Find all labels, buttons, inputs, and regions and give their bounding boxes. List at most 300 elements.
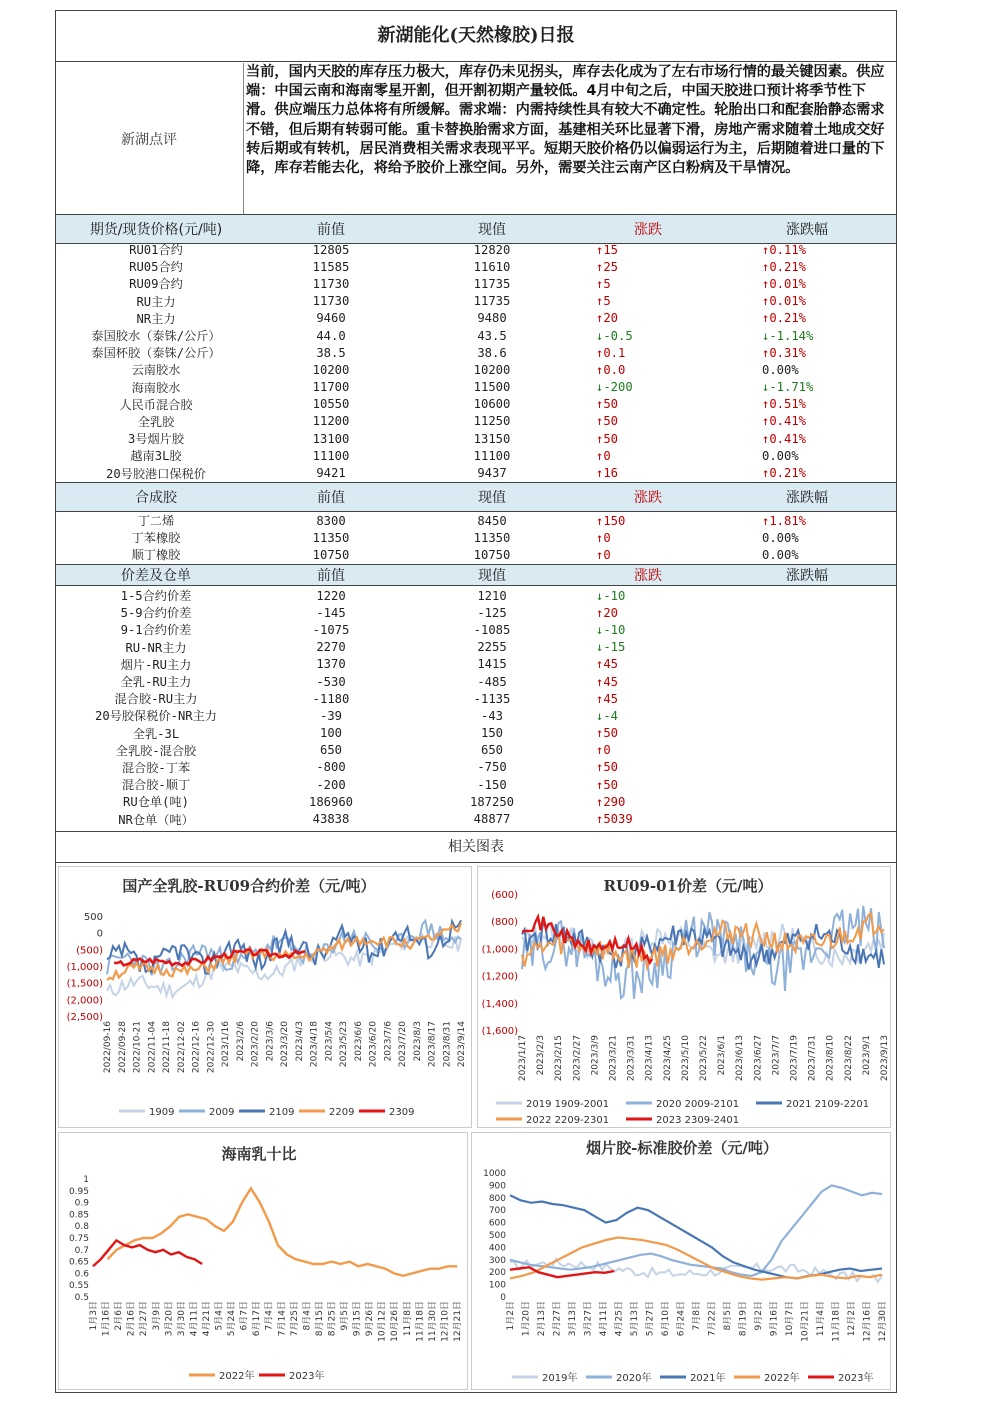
row-change: ↑5 (596, 294, 611, 309)
table-row (56, 673, 896, 690)
table-row (56, 656, 896, 673)
row-change: ↑50 (596, 431, 619, 446)
chart-title: 国产全乳胶-RU09合约价差（元/吨） (122, 877, 376, 895)
header-curr: 现值 (478, 568, 506, 584)
legend-label: 2022年 (764, 1373, 800, 1384)
table-row (56, 430, 896, 447)
row-label: RU05合约 (129, 260, 183, 275)
table-row (56, 546, 896, 563)
row-label: 人民币混合胶 (119, 397, 193, 412)
row-prev: 11100 (312, 448, 350, 463)
row-prev: 10200 (312, 362, 350, 377)
x-tick-label: 2022/10-21 (132, 1021, 143, 1074)
row-prev: 13100 (312, 431, 350, 446)
row-curr: 10200 (473, 362, 511, 377)
row-label: 20号胶保税价-NR主力 (95, 709, 217, 724)
x-tick-label: 2022/11-18 (162, 1021, 172, 1074)
x-tick-label: 1月3日 (89, 1301, 99, 1331)
row-curr: -485 (477, 674, 507, 689)
row-prev: -145 (316, 605, 346, 620)
row-prev: 2270 (316, 640, 346, 655)
x-tick-label: 2023/8/31 (442, 1021, 453, 1068)
x-tick-label: 2023/3/21 (608, 1035, 619, 1082)
row-prev: -1075 (312, 622, 350, 637)
x-tick-label: 12月30日 (878, 1301, 888, 1342)
row-prev: 9421 (316, 466, 346, 481)
row-prev: 38.5 (316, 345, 346, 360)
x-tick-label: 2023/6/1 (717, 1035, 728, 1076)
y-tick-label: (600) (491, 890, 518, 901)
legend-label: 2109 (269, 1107, 295, 1118)
row-curr: 11610 (473, 259, 511, 274)
x-tick-label: 2023/5/10 (680, 1035, 691, 1082)
row-prev: 11730 (312, 294, 350, 309)
x-tick-label: 10月21日 (800, 1301, 811, 1342)
row-change: ↑50 (596, 414, 619, 429)
header-change: 涨跌 (634, 222, 662, 238)
y-tick-label: 0 (96, 928, 103, 940)
header-label: 合成胶 (135, 490, 177, 506)
row-pct: ↑0.21% (762, 311, 807, 326)
x-tick-label: 2023/1/16 (221, 1021, 231, 1068)
row-prev: 12805 (312, 242, 350, 257)
table-row (56, 464, 896, 481)
row-change: ↓-0.5 (596, 328, 633, 343)
y-tick-label: (2,000) (66, 995, 103, 1007)
x-tick-label: 2023/4/13 (644, 1035, 655, 1082)
row-curr: 187250 (469, 794, 515, 809)
x-tick-label: 2023/1/17 (518, 1035, 528, 1082)
row-label: RU主力 (136, 294, 176, 309)
row-prev: 650 (319, 743, 342, 758)
x-tick-label: 2022/09-28 (117, 1021, 128, 1074)
legend-label: 2209 (329, 1107, 355, 1118)
row-change: ↑0 (596, 547, 611, 562)
x-tick-label: 2月6日 (114, 1301, 125, 1331)
y-tick-label: 700 (488, 1206, 506, 1217)
x-tick-label: 4月21日 (201, 1301, 212, 1337)
x-tick-label: 5月13日 (630, 1301, 640, 1337)
legend-label: 2009 (209, 1107, 235, 1118)
row-label: RU09合约 (129, 277, 183, 292)
row-change: ↑20 (596, 311, 619, 326)
x-tick-label: 2023/3/20 (280, 1021, 290, 1068)
table-row (56, 361, 896, 378)
section-futures-rows (56, 241, 896, 482)
x-tick-label: 2023/3/6 (265, 1021, 276, 1062)
y-tick-label: 300 (488, 1255, 506, 1266)
x-tick-label: 11月8日 (402, 1301, 413, 1337)
row-curr: 11250 (473, 414, 511, 429)
row-label: NR主力 (136, 311, 176, 326)
table-row (56, 275, 896, 292)
y-tick-label: 0.9 (74, 1198, 89, 1209)
table-row (56, 793, 896, 810)
x-tick-label: 9月16日 (769, 1301, 780, 1337)
row-pct: 0.00% (762, 362, 799, 377)
x-tick-label: 3月20日 (164, 1301, 175, 1337)
row-prev: 11585 (312, 259, 350, 274)
section-synthetic-rows (56, 512, 896, 564)
y-tick-label: 600 (488, 1218, 506, 1229)
x-tick-label: 9月2日 (754, 1301, 764, 1331)
chart-ru09-01-spread (477, 866, 891, 1128)
chart-title: RU09-01价差（元/吨） (603, 877, 773, 895)
row-curr: -1135 (473, 691, 511, 706)
row-prev: 11350 (312, 530, 350, 545)
table-row (56, 742, 896, 759)
y-tick-label: 500 (83, 912, 103, 923)
row-change: ↑0.0 (596, 362, 626, 377)
y-tick-label: 0 (500, 1293, 506, 1303)
chart-rss-standard-spread (471, 1132, 891, 1390)
x-tick-label: 5月27日 (645, 1301, 656, 1337)
x-tick-label: 2月16日 (126, 1301, 137, 1337)
row-curr: 150 (480, 726, 503, 741)
x-tick-label: 2023/7/19 (789, 1035, 800, 1082)
row-prev: -800 (316, 760, 346, 775)
row-pct: ↑0.41% (762, 431, 807, 446)
row-prev: 8300 (316, 513, 346, 528)
y-tick-label: 0.55 (68, 1281, 89, 1292)
y-tick-label: 200 (488, 1268, 506, 1279)
row-label: 9-1合约价差 (120, 623, 192, 638)
y-tick-label: 0.5 (74, 1293, 89, 1303)
row-pct: ↑0.31% (762, 345, 807, 360)
row-prev: 9460 (316, 311, 346, 326)
table-row (56, 529, 896, 546)
table-row (56, 293, 896, 310)
header-pct: 涨跌幅 (786, 568, 828, 584)
table-row (56, 310, 896, 327)
row-pct: ↑0.01% (762, 276, 807, 291)
row-prev: 43838 (312, 812, 350, 827)
x-tick-label: 3月13日 (568, 1301, 578, 1337)
header-pct: 涨跌幅 (786, 490, 828, 506)
legend-label: 1909 (149, 1107, 175, 1118)
table-row (56, 776, 896, 793)
x-tick-label: 1月16日 (101, 1301, 112, 1337)
x-tick-label: 3月27日 (583, 1301, 594, 1337)
legend-label: 2023年 (838, 1373, 874, 1384)
x-tick-label: 2023/4/25 (662, 1035, 673, 1082)
table-row (56, 621, 896, 638)
row-change: ↑15 (596, 242, 619, 257)
y-tick-label: 800 (488, 1193, 506, 1204)
row-curr: 12820 (473, 242, 511, 257)
row-change: ↑0 (596, 530, 611, 545)
row-pct: 0.00% (762, 530, 799, 545)
x-tick-label: 8月19日 (738, 1301, 749, 1337)
row-prev: 186960 (308, 794, 354, 809)
row-pct: ↑1.81% (762, 513, 807, 528)
row-curr: 43.5 (477, 328, 507, 343)
row-curr: 11350 (473, 530, 511, 545)
row-change: ↑50 (596, 760, 619, 775)
row-change: ↑50 (596, 726, 619, 741)
legend-label: 2020年 (616, 1373, 652, 1384)
related-charts-label: 相关图表 (56, 831, 896, 863)
row-prev: 11730 (312, 276, 350, 291)
table-row (56, 327, 896, 344)
header-pct: 涨跌幅 (786, 222, 828, 238)
series-line-2020 (510, 1185, 882, 1276)
y-tick-label: (500) (76, 945, 103, 957)
x-tick-label: 7月25日 (289, 1301, 300, 1337)
x-tick-label: 2023/2/15 (554, 1035, 565, 1082)
row-change: ↑0.1 (596, 345, 626, 360)
header-curr: 现值 (478, 490, 506, 506)
legend-label: 2309 (389, 1107, 415, 1118)
table-row (56, 447, 896, 464)
x-tick-label: 2023/8/3 (412, 1021, 423, 1062)
table-row (56, 810, 896, 827)
x-tick-label: 8月5日 (723, 1301, 733, 1331)
row-curr: -1085 (473, 622, 511, 637)
y-tick-label: 0.6 (74, 1269, 89, 1280)
legend-label: 2023 2309-2401 (656, 1115, 740, 1126)
x-tick-label: 2023/9/13 (880, 1035, 890, 1082)
comment-text: 当前，国内天胶的库存压力极大，库存仍未见拐头，库存去化成为了左右市场行情的最关键因素。供应端：中国云南和海南零星开割，但开割初期产量较低。4月中旬之后，中国天胶进口预计将季节性下滑。供应端压力总体将有所缓解。需求端：内需持续性具有较大不确定性。轮胎出口和配套胎静态需求不错，但后期有转弱可能。重卡替换胎需求方面，基建相关环比显著下滑，房地产需求随着土地成交好转后期或有转机，居民消费相关需求表现平平。短期天胶价格仍以偏弱运行为主，后期随着进口量的下降，库存若能去化，将给予胶价上涨空间。另外，需要关注云南产区白粉病及干旱情况。 (243, 63, 891, 215)
report-title: 新湖能化(天然橡胶)日报 (56, 11, 896, 62)
y-tick-label: 900 (488, 1181, 506, 1192)
row-prev: -1180 (312, 691, 350, 706)
header-prev: 前值 (317, 568, 345, 584)
row-change: ↑25 (596, 259, 619, 274)
row-change: ↓-200 (596, 380, 633, 395)
chart-title: 烟片胶-标准胶价差（元/吨） (586, 1139, 778, 1157)
y-tick-label: 0.65 (68, 1257, 89, 1268)
x-tick-label: 7月22日 (707, 1301, 718, 1337)
x-tick-label: 2022/09-16 (103, 1021, 113, 1074)
section-spread-rows (56, 587, 896, 828)
row-label: 3号烟片胶 (127, 432, 185, 447)
x-tick-label: 11月30日 (427, 1301, 438, 1342)
x-tick-label: 2023/7/20 (398, 1021, 408, 1068)
x-tick-label: 2023/6/13 (735, 1035, 746, 1082)
table-row (56, 639, 896, 656)
row-pct: ↓-1.71% (762, 380, 814, 395)
row-change: ↑50 (596, 397, 619, 412)
table-row (56, 587, 896, 604)
row-pct: 0.00% (762, 547, 799, 562)
table-row (56, 759, 896, 776)
x-tick-label: 2023/9/14 (457, 1021, 467, 1068)
series-line-2022 (108, 1188, 457, 1275)
x-tick-label: 2月27日 (139, 1301, 150, 1337)
x-tick-label: 2023/2/27 (572, 1035, 583, 1082)
row-change: ↑5039 (596, 812, 633, 827)
y-tick-label: 0.8 (74, 1222, 89, 1233)
row-curr: 8450 (477, 513, 507, 528)
row-curr: 11735 (473, 294, 511, 309)
table-row (56, 512, 896, 529)
x-tick-label: 6月10日 (661, 1301, 671, 1337)
x-tick-label: 2023/2/20 (250, 1021, 261, 1068)
x-tick-label: 4月25日 (614, 1301, 625, 1337)
x-tick-label: 2023/3/31 (626, 1035, 637, 1082)
row-prev: 44.0 (316, 328, 346, 343)
x-tick-label: 6月7日 (239, 1301, 250, 1331)
row-prev: 100 (319, 726, 342, 741)
row-label: 混合胶-顺丁 (121, 778, 191, 793)
x-tick-label: 2022/12-16 (191, 1021, 202, 1074)
row-curr: 48877 (473, 812, 511, 827)
row-label: 1-5合约价差 (120, 589, 192, 604)
x-tick-label: 3月30日 (176, 1301, 187, 1337)
row-label: 混合胶-丁苯 (121, 760, 191, 775)
x-tick-label: 2023/7/6 (383, 1021, 394, 1062)
row-pct: ↑0.21% (762, 466, 807, 481)
y-tick-label: (1,000) (481, 944, 518, 956)
row-curr: 13150 (473, 431, 511, 446)
row-prev: 1220 (316, 588, 346, 603)
x-tick-label: 2023/4/3 (294, 1021, 305, 1062)
table-row (56, 344, 896, 361)
x-tick-label: 2023/9/1 (861, 1035, 872, 1076)
x-tick-label: 10月12日 (377, 1301, 388, 1342)
row-prev: 10750 (312, 547, 350, 562)
row-change: ↑150 (596, 513, 626, 528)
row-curr: 10750 (473, 547, 511, 562)
x-tick-label: 2023/6/6 (353, 1021, 364, 1062)
header-label: 期货/现货价格(元/吨) (89, 222, 223, 238)
x-tick-label: 12月2日 (847, 1301, 857, 1337)
row-curr: -43 (480, 708, 503, 723)
row-label: 丁苯橡胶 (131, 531, 181, 546)
row-change: ↑45 (596, 674, 619, 689)
x-tick-label: 8月25日 (327, 1301, 338, 1337)
x-tick-label: 2022/12-02 (176, 1021, 187, 1074)
table-row (56, 258, 896, 275)
legend-label: 2022年 (219, 1371, 255, 1382)
chart-hainan-ratio (58, 1132, 468, 1390)
header-prev: 前值 (317, 222, 345, 238)
x-tick-label: 1月2日 (506, 1301, 516, 1331)
row-pct: ↑0.41% (762, 414, 807, 429)
x-tick-label: 6月17日 (252, 1301, 263, 1337)
x-tick-label: 12月21日 (453, 1301, 463, 1342)
x-tick-label: 4月11日 (599, 1301, 609, 1337)
x-tick-label: 12月10日 (440, 1301, 451, 1342)
series-line-2020 (522, 906, 884, 999)
row-label: 混合胶-RU主力 (114, 692, 198, 707)
row-prev: -200 (316, 777, 346, 792)
x-tick-label: 8月15日 (314, 1301, 325, 1337)
row-curr: 1415 (477, 657, 507, 672)
chart-title: 海南乳十比 (221, 1145, 297, 1163)
row-prev: 10550 (312, 397, 350, 412)
y-tick-label: 1000 (483, 1169, 506, 1179)
row-pct: ↑0.11% (762, 242, 807, 257)
y-tick-label: 1 (83, 1175, 89, 1185)
x-tick-label: 11月18日 (831, 1301, 842, 1342)
row-label: 顺丁橡胶 (131, 548, 181, 563)
row-curr: 2255 (477, 640, 507, 655)
row-label: 5-9合约价差 (120, 606, 192, 621)
table-row (56, 707, 896, 724)
x-tick-label: 2023/8/10 (825, 1035, 836, 1082)
x-tick-label: 2023/6/20 (368, 1021, 379, 1068)
row-label: 全乳-RU主力 (120, 675, 192, 690)
x-tick-label: 7月4日 (264, 1301, 275, 1331)
row-prev: -530 (316, 674, 346, 689)
x-tick-label: 5月24日 (227, 1301, 238, 1337)
row-change: ↑0 (596, 743, 611, 758)
table-row (56, 413, 896, 430)
legend-label: 2019年 (542, 1373, 578, 1384)
row-curr: 38.6 (477, 345, 507, 360)
row-label: RU仓单(吨) (123, 795, 189, 810)
legend-label: 2020 2009-2101 (656, 1099, 740, 1110)
row-curr: 9437 (477, 466, 507, 481)
row-change: ↑45 (596, 691, 619, 706)
legend-label: 2022 2209-2301 (526, 1115, 610, 1126)
row-curr: 11100 (473, 448, 511, 463)
row-label: 越南3L胶 (130, 449, 182, 464)
row-label: NR仓单（吨） (118, 812, 194, 827)
row-label: 20号胶港口保税价 (106, 466, 206, 481)
row-curr: -750 (477, 760, 507, 775)
series-line-2023 (93, 1240, 202, 1266)
x-tick-label: 2023/2/3 (536, 1035, 547, 1076)
x-tick-label: 10月26日 (390, 1301, 401, 1342)
series-line-2019 (510, 1259, 882, 1282)
legend-label: 2023年 (289, 1371, 325, 1382)
row-prev: 1370 (316, 657, 346, 672)
y-tick-label: 0.7 (74, 1245, 89, 1256)
header-change: 涨跌 (634, 490, 662, 506)
row-label: 丁二烯 (137, 514, 175, 529)
comment-label: 新湖点评 (121, 132, 177, 148)
x-tick-label: 2023/6/27 (753, 1035, 764, 1082)
row-change: ↑290 (596, 794, 626, 809)
x-tick-label: 2022/11-04 (147, 1021, 158, 1074)
table-row (56, 604, 896, 621)
header-change: 涨跌 (634, 568, 662, 584)
y-tick-label: 100 (488, 1280, 506, 1291)
table-row (56, 396, 896, 413)
legend-label: 2019 1909-2001 (526, 1099, 610, 1110)
x-tick-label: 10月7日 (785, 1301, 795, 1337)
table-row (56, 241, 896, 258)
row-pct: ↑0.01% (762, 294, 807, 309)
row-label: RU01合约 (129, 243, 183, 258)
section-synthetic-header (56, 482, 896, 512)
y-tick-label: (2,500) (66, 1012, 103, 1023)
y-tick-label: 0.75 (68, 1234, 89, 1244)
row-pct: ↓-1.14% (762, 328, 814, 343)
y-tick-label: 400 (488, 1243, 506, 1254)
row-pct: ↑0.21% (762, 259, 807, 274)
row-change: ↑5 (596, 276, 611, 291)
table-row (56, 379, 896, 396)
y-tick-label: 0.95 (68, 1186, 89, 1197)
row-curr: -150 (477, 777, 507, 792)
x-tick-label: 7月8日 (692, 1301, 702, 1331)
chart-whole-milk-ru09-spread (58, 866, 472, 1128)
x-tick-label: 2月13日 (537, 1301, 547, 1337)
x-tick-label: 3月9日 (151, 1301, 162, 1331)
row-change: ↓-4 (596, 708, 619, 723)
row-curr: 10600 (473, 397, 511, 412)
row-prev: 11700 (312, 380, 350, 395)
y-tick-label: (1,200) (481, 971, 518, 983)
x-tick-label: 8月4日 (302, 1301, 313, 1331)
section-spread-header (56, 564, 896, 586)
x-tick-label: 2022/12-30 (206, 1021, 217, 1074)
x-tick-label: 2023/4/18 (309, 1021, 320, 1068)
